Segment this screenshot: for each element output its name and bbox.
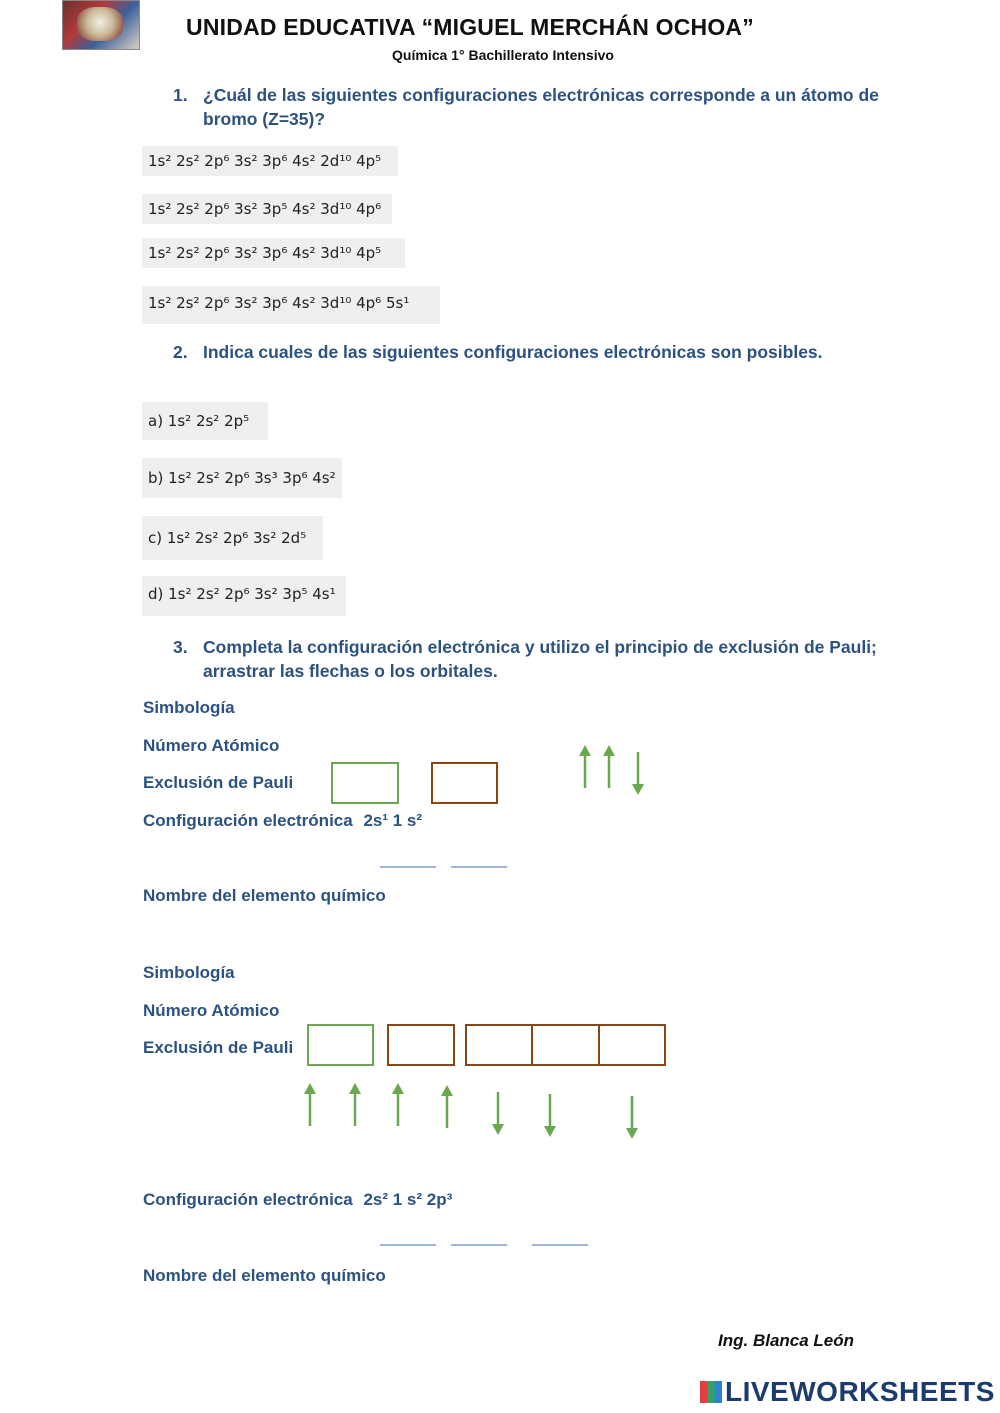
ex1-simbologia-label: Simbología (143, 698, 235, 717)
ex1-config-row (143, 811, 422, 831)
q1-option-a[interactable]: 1s² 2s² 2p⁶ 3s² 3p⁶ 4s² 2d¹⁰ 4p⁵ (142, 146, 398, 176)
page-subtitle: Química 1° Bachillerato Intensivo (392, 47, 614, 63)
ex2-orbital-box-2[interactable] (387, 1024, 455, 1066)
question-1-text: ¿Cuál de las siguientes configuraciones electrónicas corresponde a un átomo de bromo (Z=35)? (203, 85, 879, 129)
ex2-config-value: 2s² 1 s² 2p³ (363, 1190, 453, 1209)
q1-option-d[interactable]: 1s² 2s² 2p⁶ 3s² 3p⁶ 4s² 3d¹⁰ 4p⁶ 5s¹ (142, 286, 440, 324)
ex2-orbital-box-4[interactable] (531, 1024, 600, 1066)
ex2-orbital-box-3[interactable] (465, 1024, 533, 1066)
question-2-number: 2. (173, 342, 188, 362)
ex2-arrow-up-2[interactable] (348, 1082, 362, 1128)
ex2-config-label: Configuración electrónica (143, 1190, 353, 1209)
question-3-text: Completa la configuración electrónica y utilizo el principio de exclusión de Pauli; arrastrar las flechas o los orbitales. (203, 637, 877, 681)
ex2-orbital-box-1[interactable] (307, 1024, 374, 1066)
ex2-arrow-up-3[interactable] (391, 1082, 405, 1128)
q2-option-a[interactable]: a) 1s² 2s² 2p⁵ (142, 402, 268, 440)
q2-option-d[interactable]: d) 1s² 2s² 2p⁶ 3s² 3p⁵ 4s¹ (142, 576, 346, 616)
question-3 (173, 635, 883, 685)
ex2-answer-blank-2[interactable] (451, 1244, 507, 1246)
ex1-config-value: 2s¹ 1 s² (363, 811, 423, 830)
ex2-exclusion-label: Exclusión de Pauli (143, 1038, 294, 1057)
ex2-arrow-down-2[interactable] (543, 1092, 557, 1138)
question-1-number: 1. (173, 85, 188, 105)
ex2-nombre-label: Nombre del elemento químico (143, 1266, 386, 1285)
page-title: UNIDAD EDUCATIVA “MIGUEL MERCHÁN OCHOA” (186, 14, 754, 40)
question-2 (173, 340, 883, 390)
ex1-answer-blank-2[interactable] (451, 866, 507, 868)
q2-option-c[interactable]: c) 1s² 2s² 2p⁶ 3s² 2d⁵ (142, 516, 323, 560)
author-signature: Ing. Blanca León (718, 1331, 855, 1350)
ex1-exclusion-label: Exclusión de Pauli (143, 773, 294, 792)
ex2-config-row (143, 1190, 452, 1210)
ex1-arrow-down-1[interactable] (631, 750, 645, 796)
ex2-orbital-box-5[interactable] (598, 1024, 666, 1066)
ex1-config-label: Configuración electrónica (143, 811, 353, 830)
brand-text: LIVEWORKSHEETS (725, 1376, 995, 1407)
question-1 (173, 83, 883, 133)
ex1-arrow-up-1[interactable] (578, 744, 592, 790)
question-2-text: Indica cuales de las siguientes configuraciones electrónicas son posibles. (203, 342, 823, 362)
q1-option-b[interactable]: 1s² 2s² 2p⁶ 3s² 3p⁵ 4s² 3d¹⁰ 4p⁶ (142, 194, 392, 224)
ex1-nombre-label: Nombre del elemento químico (143, 886, 386, 905)
brand-mark-icon (700, 1381, 722, 1403)
ex2-answer-blank-1[interactable] (380, 1244, 436, 1246)
ex1-orbital-box-1[interactable] (331, 762, 399, 804)
ex2-numero-atomico-label: Número Atómico (143, 1001, 280, 1020)
ex2-arrow-up-1[interactable] (303, 1082, 317, 1128)
question-3-number: 3. (173, 637, 188, 657)
ex2-arrow-down-1[interactable] (491, 1090, 505, 1136)
ex1-numero-atomico-label: Número Atómico (143, 736, 280, 755)
ex2-arrow-up-4[interactable] (440, 1084, 454, 1130)
q2-option-b[interactable]: b) 1s² 2s² 2p⁶ 3s³ 3p⁶ 4s² (142, 458, 342, 498)
ex2-answer-blank-3[interactable] (532, 1244, 588, 1246)
ex1-arrow-up-2[interactable] (602, 744, 616, 790)
ex2-simbologia-label: Simbología (143, 963, 235, 982)
q1-option-c[interactable]: 1s² 2s² 2p⁶ 3s² 3p⁶ 4s² 3d¹⁰ 4p⁵ (142, 238, 405, 268)
ex1-orbital-box-2[interactable] (431, 762, 498, 804)
brand-logo (700, 1376, 995, 1408)
ex1-answer-blank-1[interactable] (380, 866, 436, 868)
ex2-arrow-down-3[interactable] (625, 1094, 639, 1140)
